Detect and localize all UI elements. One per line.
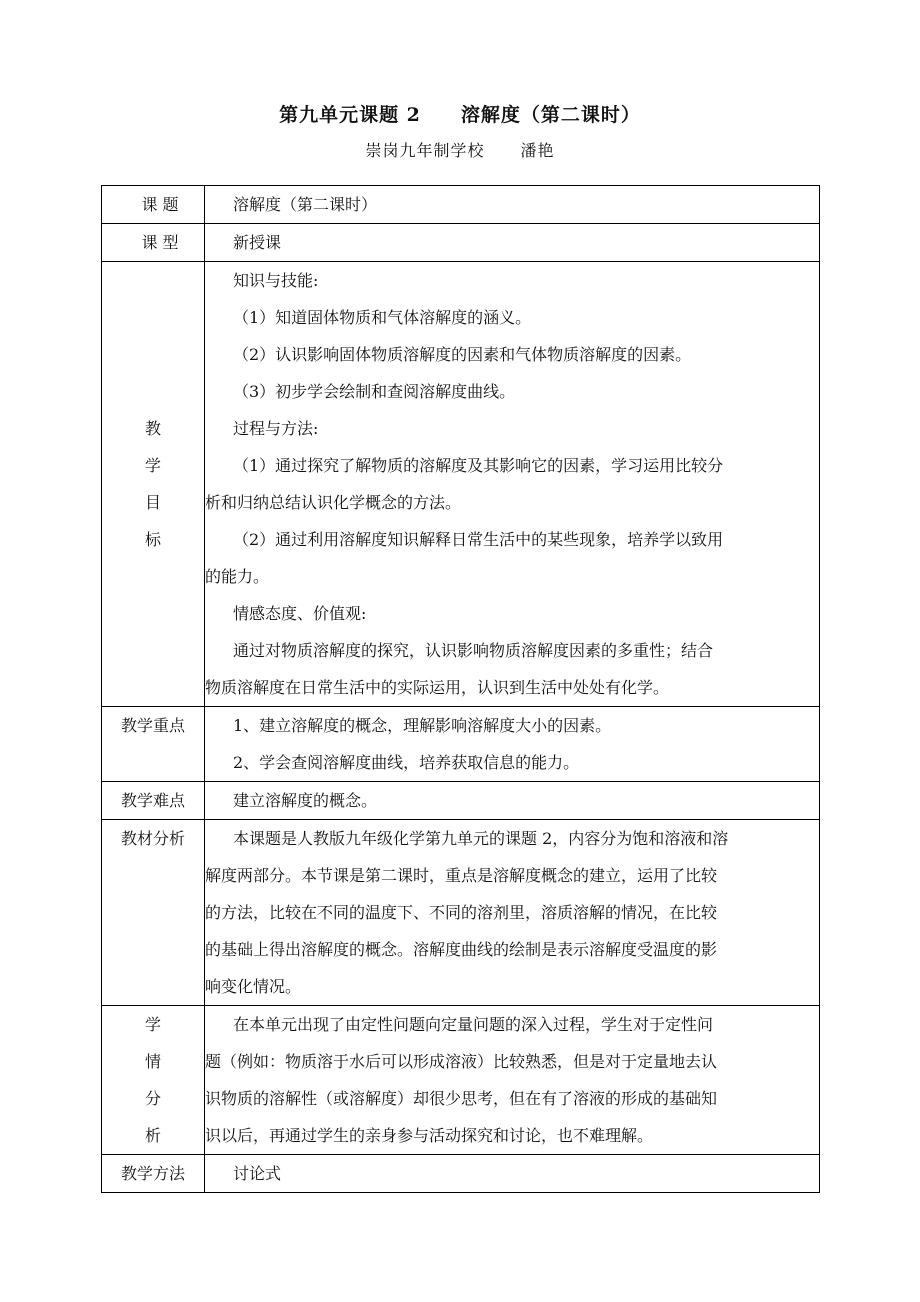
goal-line: 的能力。	[205, 567, 270, 586]
students-line: 题（例如：物质溶于水后可以形成溶液）比较熟悉，但是对于定量地去认	[205, 1052, 718, 1071]
title-unit: 第九单元课题 2	[279, 104, 421, 126]
students-line: 识以后，再通过学生的亲身参与活动探究和讨论，也不难理解。	[205, 1126, 654, 1145]
value-topic: 溶解度（第二课时）	[205, 186, 820, 224]
goal-line: 物质溶解度在日常生活中的实际运用，认识到生活中处处有化学。	[205, 678, 670, 697]
document-title	[0, 100, 920, 127]
value-difficulty: 建立溶解度的概念。	[205, 782, 820, 820]
students-line: 在本单元出现了由定性问题向定量问题的深入过程，学生对于定性问	[233, 1015, 714, 1034]
row-material	[102, 820, 820, 1006]
label-topic: 课 题	[102, 186, 205, 224]
material-line: 解度两部分。本节课是第二课时，重点是溶解度概念的建立，运用了比较	[205, 866, 718, 885]
goal-heading-knowledge: 知识与技能:	[233, 271, 319, 290]
label-students: 学 情 分 析	[102, 1006, 205, 1155]
value-key-points	[205, 707, 820, 782]
label-type: 课 型	[102, 224, 205, 262]
key-point-line: 1、建立溶解度的概念，理解影响溶解度大小的因素。	[233, 716, 612, 735]
row-students	[102, 1006, 820, 1155]
goal-line: （2）通过利用溶解度知识解释日常生活中的某些现象，培养学以致用	[233, 530, 724, 549]
goal-line: （2）认识影响固体物质溶解度的因素和气体物质溶解度的因素。	[233, 345, 692, 364]
material-line: 本课题是人教版九年级化学第九单元的课题 2，内容分为饱和溶液和溶	[233, 829, 729, 848]
row-topic	[102, 186, 820, 224]
goal-line: （3）初步学会绘制和查阅溶解度曲线。	[233, 382, 516, 401]
title-topic: 溶解度（第二课时）	[460, 104, 641, 126]
lesson-plan-table	[101, 185, 820, 1193]
goal-heading-values: 情感态度、价值观:	[233, 604, 367, 623]
row-key-points	[102, 707, 820, 782]
goal-heading-process: 过程与方法:	[233, 419, 319, 438]
key-point-line: 2、学会查阅溶解度曲线，培养获取信息的能力。	[233, 753, 580, 772]
value-method: 讨论式	[205, 1155, 820, 1193]
material-line: 的基础上得出溶解度的概念。溶解度曲线的绘制是表示溶解度受温度的影	[205, 940, 718, 959]
document-subtitle	[0, 138, 920, 161]
value-students	[205, 1006, 820, 1155]
author-name: 潘艳	[520, 141, 555, 160]
label-goals: 教 学 目 标	[102, 262, 205, 707]
row-type	[102, 224, 820, 262]
material-line: 的方法，比较在不同的温度下、不同的溶剂里，溶质溶解的情况，在比较	[205, 903, 718, 922]
goal-line: （1）知道固体物质和气体溶解度的涵义。	[233, 308, 532, 327]
label-difficulty: 教学难点	[102, 782, 205, 820]
value-material	[205, 820, 820, 1006]
goal-line: 析和归纳总结认识化学概念的方法。	[205, 493, 462, 512]
label-material: 教材分析	[102, 820, 205, 1006]
row-method	[102, 1155, 820, 1193]
label-method: 教学方法	[102, 1155, 205, 1193]
value-type: 新授课	[205, 224, 820, 262]
goal-line: 通过对物质溶解度的探究，认识影响物质溶解度因素的多重性；结合	[233, 641, 714, 660]
school-name: 崇岗九年制学校	[365, 141, 485, 160]
row-goals	[102, 262, 820, 707]
students-line: 识物质的溶解性（或溶解度）却很少思考，但在有了溶液的形成的基础知	[205, 1089, 718, 1108]
material-line: 响变化情况。	[205, 977, 302, 996]
goal-line: （1）通过探究了解物质的溶解度及其影响它的因素，学习运用比较分	[233, 456, 724, 475]
label-key-points: 教学重点	[102, 707, 205, 782]
value-goals	[205, 262, 820, 707]
row-difficulty	[102, 782, 820, 820]
